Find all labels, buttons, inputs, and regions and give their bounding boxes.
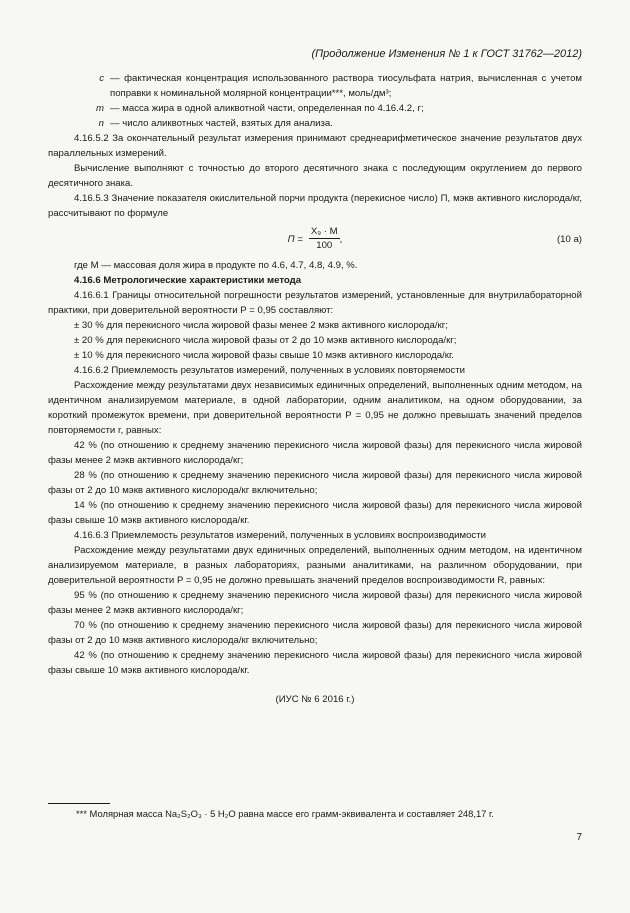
paragraph: Расхождение между результатами двух независимых единичных определений, выполненных одним методом, на идентичном анализируемом материале, в одной лаборатории, одним аналитиком, на одном оборудовании, за короткий промежуток времени, при доверительной вероятности P = 0,95 не должно превышать значений пределов повторяемости r, равных: <box>48 380 582 436</box>
document-body <box>48 71 582 707</box>
footnote-separator <box>48 803 110 804</box>
paragraph: 4.16.6.2 Приемлемость результатов измерений, полученных в условиях повторяемости <box>74 365 465 376</box>
section-heading: 4.16.6 Метрологические характеристики метода <box>74 275 302 286</box>
formula-10a <box>48 222 582 256</box>
definition-item <box>48 101 582 116</box>
paragraph: 42 % (по отношению к среднему значению перекисного числа жировой фазы) для перекисного числа жировой фазы менее 2 мэкв активного кислорода/кг; <box>48 440 582 466</box>
paragraph: 4.16.6.1 Границы относительной погрешности результатов измерений, установленные для внутрилабораторной практики, при доверительной вероятности P = 0,95 составляют: <box>48 290 582 316</box>
paragraph: 4.16.6.3 Приемлемость результатов измерений, полученных в условиях воспроизводимости <box>74 530 486 541</box>
paragraph: 95 % (по отношению к среднему значению перекисного числа жировой фазы) для перекисного числа жировой фазы менее 2 мэкв активного кислорода/кг; <box>48 590 582 616</box>
paragraph: ± 10 % для перекисного числа жировой фазы свыше 10 мэкв активного кислорода/кг. <box>74 350 454 361</box>
definition-text: — фактическая концентрация использованного раствора тиосульфата натрия, вычисленная с учетом поправки к номинальной молярной концентрации***, моль/дм³; <box>110 73 582 99</box>
source-note: (ИУС № 6 2016 г.) <box>275 694 355 705</box>
formula-trailing: , <box>339 233 343 245</box>
paragraph: где M — массовая доля жира в продукте по 4.6, 4.7, 4.8, 4.9, %. <box>74 260 358 271</box>
paragraph: ± 30 % для перекисного числа жировой фазы менее 2 мэкв активного кислорода/кг; <box>74 320 448 331</box>
paragraph: 28 % (по отношению к среднему значению перекисного числа жировой фазы) для перекисного числа жировой фазы от 2 до 10 мэкв активного кислорода/кг включительно; <box>48 470 582 496</box>
paragraph: 42 % (по отношению к среднему значению перекисного числа жировой фазы) для перекисного числа жировой фазы свыше 10 мэкв активного кислорода/кг. <box>48 650 582 676</box>
definition-symbol: m <box>96 103 104 114</box>
formula-number: (10 а) <box>556 233 582 245</box>
definition-text: — масса жира в одной аликвотной части, определенная по 4.16.4.2, г; <box>110 103 424 114</box>
paragraph: 4.16.5.2 За окончательный результат измерения принимают среднеарифметическое значение результатов двух параллельных измерений. <box>48 133 582 159</box>
footnote: *** Молярная масса Na₂S₂O₃ · 5 H₂O равна массе его грамм-эквивалента и составляет 248,17 г. <box>76 808 494 819</box>
running-header: (Продолжение Изменения № 1 к ГОСТ 31762—2012) <box>311 48 582 60</box>
paragraph: ± 20 % для перекисного числа жировой фазы от 2 до 10 мэкв активного кислорода/кг; <box>74 335 457 346</box>
formula-fraction <box>309 226 340 252</box>
definition-text: — число аликвотных частей, взятых для анализа. <box>110 118 333 129</box>
formula-numerator: X₉ · M <box>310 226 338 237</box>
section-4-16-6 <box>48 258 582 678</box>
page-number: 7 <box>576 832 582 843</box>
paragraph: Расхождение между результатами двух единичных определений, выполненных одним методом, на идентичном анализируемом материале, в разных лабораториях, разными аналитиками, на различном оборудовании, при доверительной вероятности P = 0,95 не должно превышать значений пределов воспроизводимости R, равных: <box>48 545 582 586</box>
paragraph: Вычисление выполняют с точностью до второго десятичного знака с последующим округлением до первого десятичного знака. <box>48 163 582 189</box>
paragraph: 4.16.5.3 Значение показателя окислительной порчи продукта (перекисное число) П, мэкв активного кислорода/кг, рассчитывают по формуле <box>48 193 582 219</box>
definition-symbol: c <box>99 73 104 84</box>
definition-item <box>48 71 582 101</box>
definition-item <box>48 116 582 131</box>
paragraph: 14 % (по отношению к среднему значению перекисного числа жировой фазы) для перекисного числа жировой фазы свыше 10 мэкв активного кислорода/кг. <box>48 500 582 526</box>
definition-symbol: n <box>98 118 104 129</box>
formula-lhs: П = <box>287 233 303 245</box>
formula-denominator: 100 <box>316 240 333 251</box>
paragraph: 70 % (по отношению к среднему значению перекисного числа жировой фазы) для перекисного числа жировой фазы от 2 до 10 мэкв активного кислорода/кг включительно; <box>48 620 582 646</box>
